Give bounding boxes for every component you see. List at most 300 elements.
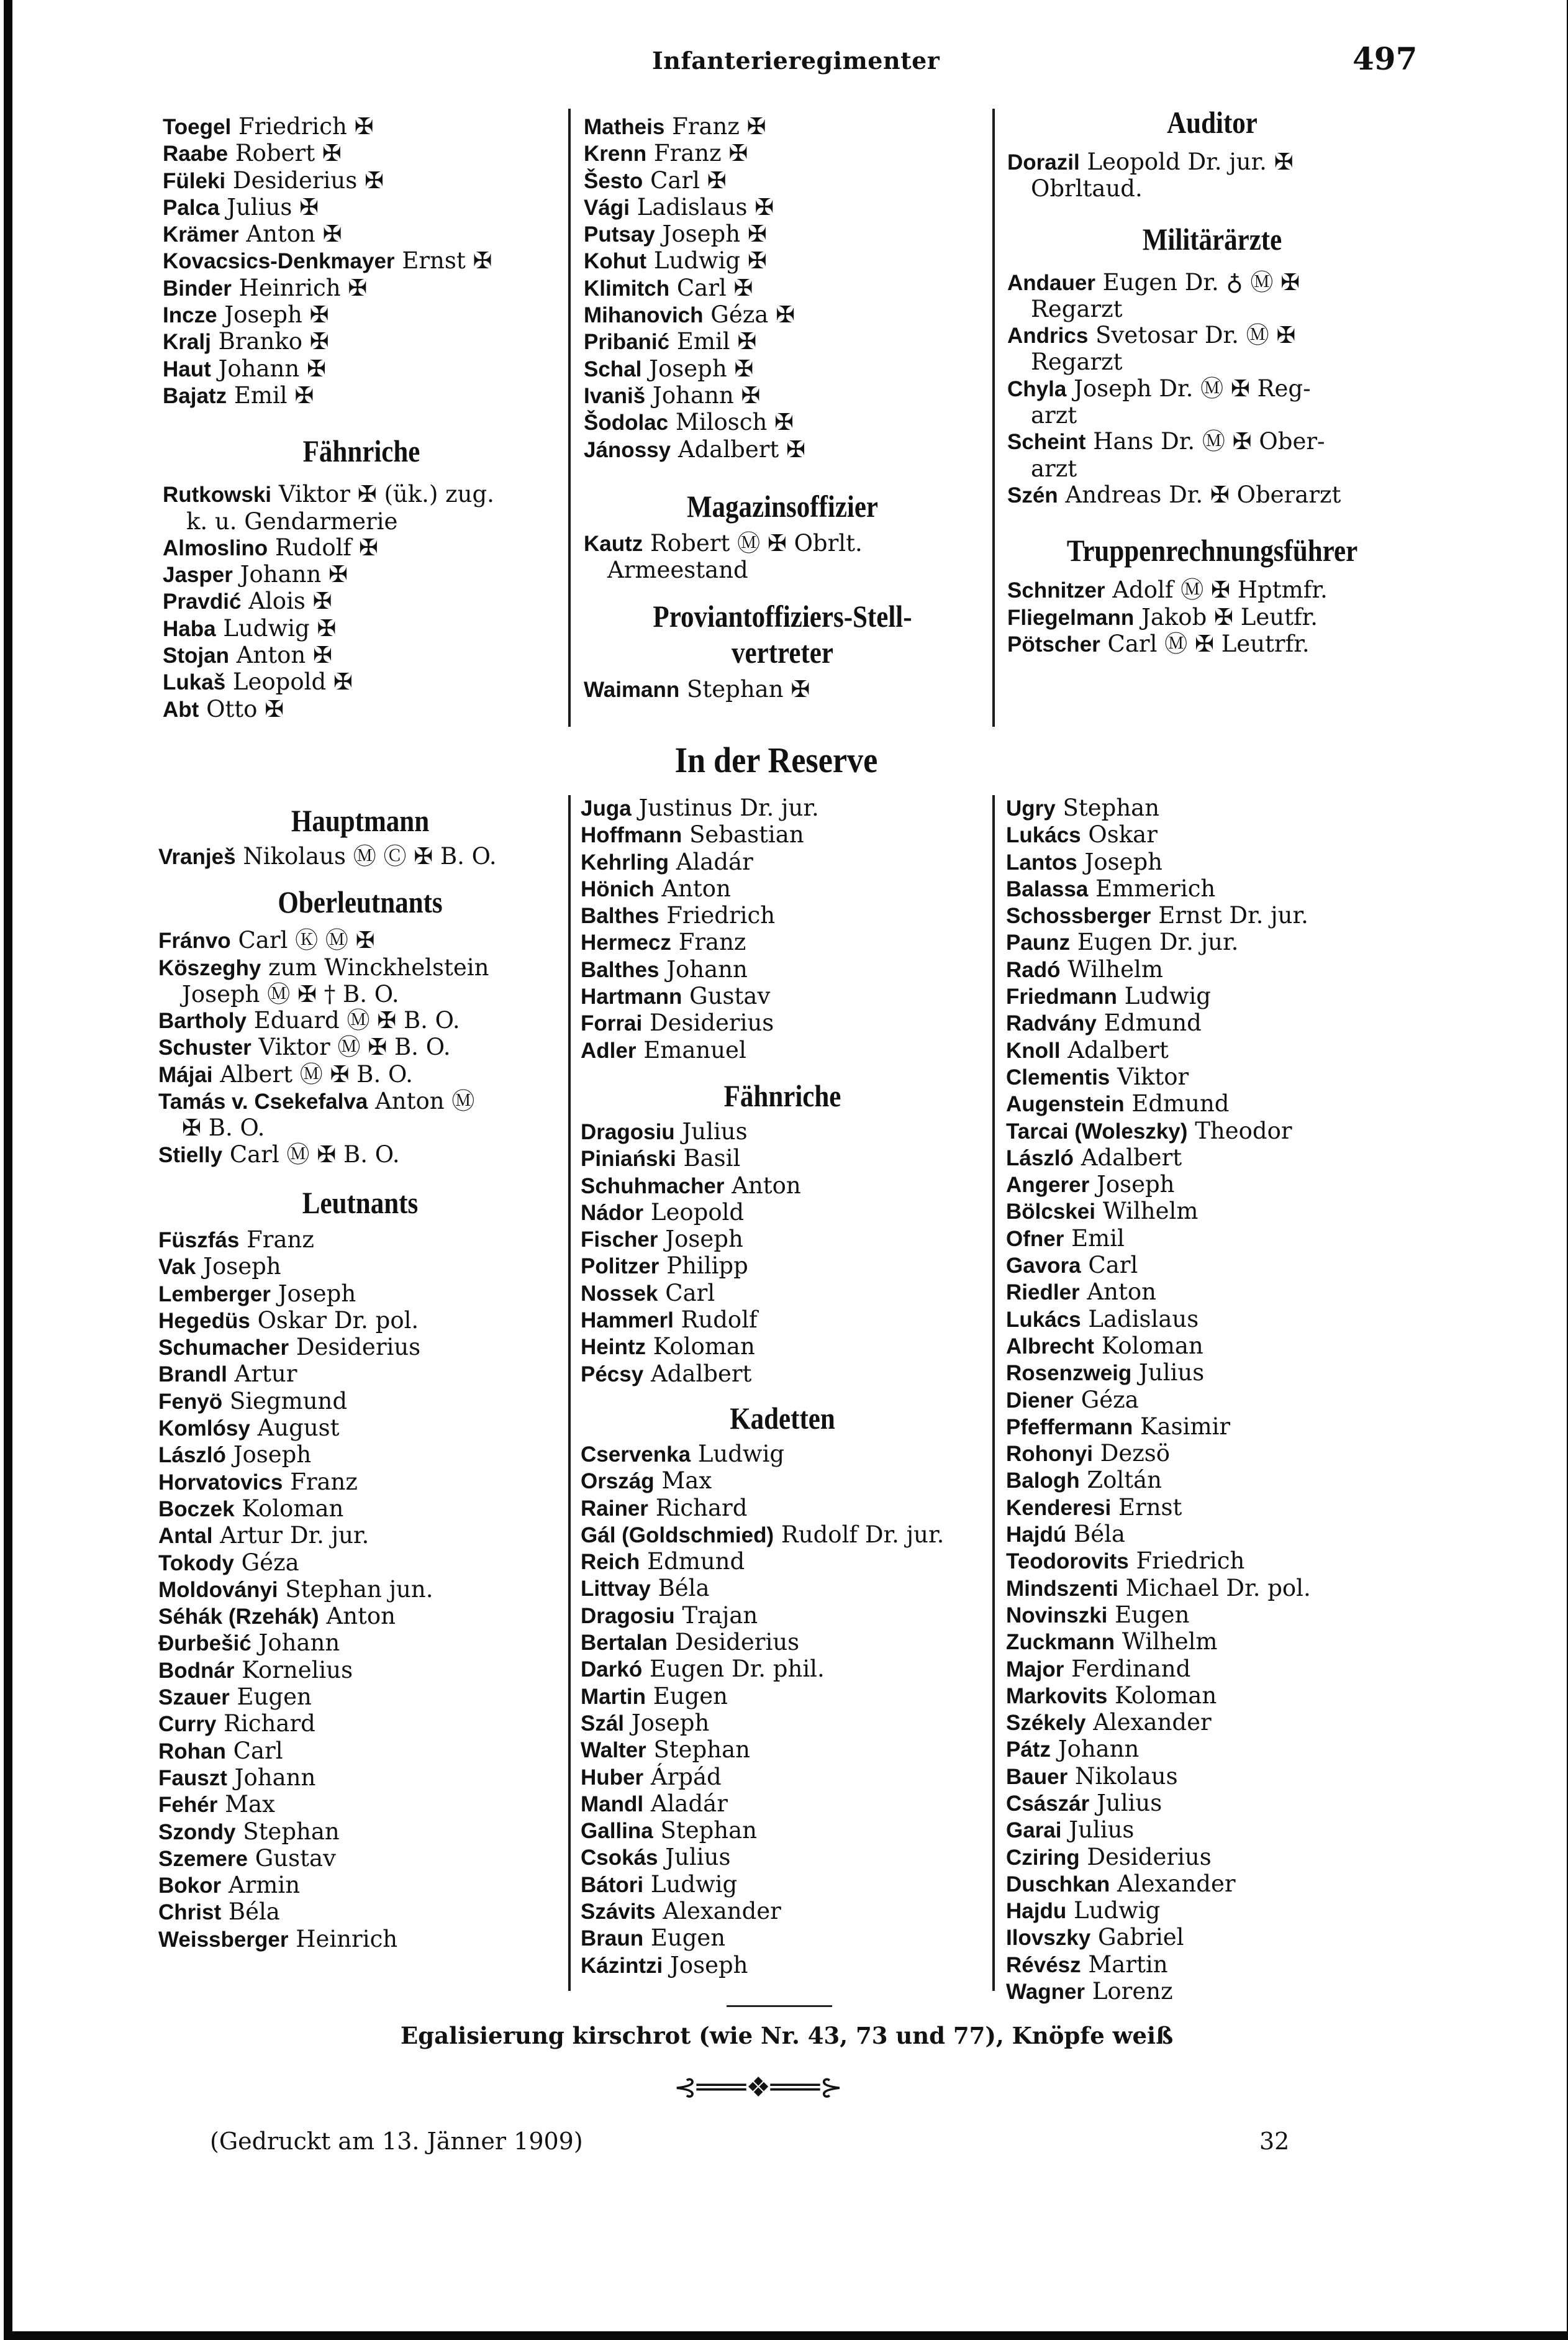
surname: Waimann [584,678,680,703]
roster-entry [158,1899,562,1926]
given-and-honours: Joseph [1084,848,1163,875]
given-and-honours: Wilhelm [1122,1628,1218,1655]
surname: Cziring [1006,1845,1080,1870]
given-and-honours: Hans Dr. Ⓜ ✠ Ober- [1093,428,1325,455]
given-and-honours: Aladár [650,1790,728,1817]
surname: Hönich [581,876,655,901]
roster-entry [581,1791,984,1818]
roster-entry [1006,1602,1403,1629]
surname: Csokás [581,1846,658,1870]
roster-entry [1006,1414,1403,1441]
roster-entry [158,1765,562,1791]
given-and-honours: Franz [678,929,746,956]
surname: Balthes [581,904,659,929]
roster-entry [581,929,984,956]
surname: Raabe [163,142,229,166]
roster-entry [158,1711,562,1737]
roster-entry [1007,270,1417,296]
column-rule-1-bottom [568,795,571,1991]
roster-entry [1006,957,1403,983]
surname: Rohan [158,1739,226,1764]
given-and-honours: Armin [228,1872,301,1899]
given-and-honours: Basil [683,1145,741,1172]
roster-entry [1006,1575,1403,1602]
given-and-honours: Desiderius ✠ [232,166,384,194]
given-and-honours: Regarzt [1031,295,1123,322]
surname: Ofner [1006,1226,1064,1251]
roster-entry [581,1441,984,1468]
roster-entry [1006,849,1403,876]
roster-entry [581,1952,984,1979]
surname: Schnitzer [1007,578,1105,603]
roster-entry [581,1737,984,1764]
given-and-honours: Emil ✠ [676,328,757,355]
given-and-honours: Ladislaus ✠ [637,193,774,221]
surname: Bodnár [158,1658,235,1683]
surname: Toegel [163,115,232,139]
given-and-honours: Johann ✠ [218,355,326,382]
surname: Hartmann [581,985,682,1009]
given-and-honours: Stephan jun. [285,1575,433,1603]
given-and-honours: k. u. Gendarmerie [186,508,398,535]
given-and-honours: Edmund [1131,1090,1230,1118]
given-and-honours: Desiderius [649,1009,774,1037]
roster-entry [163,302,560,329]
surname: Mihanovich [584,303,704,328]
roster-entry [163,669,560,696]
surname: Markovits [1006,1683,1108,1708]
given-and-honours: Ludwig [650,1870,738,1898]
surname: Szál [581,1711,625,1736]
roster-entry [581,1334,984,1360]
given-and-honours: Árpád [650,1763,722,1790]
given-and-honours: Ludwig ✠ [653,247,767,275]
surname: Füleki [163,168,226,193]
given-and-honours: Joseph [665,1226,743,1253]
surname: Juga [581,796,632,821]
surname: Lantos [1006,850,1077,875]
surname: Komlósy [158,1416,250,1441]
surname: Major [1006,1657,1064,1682]
surname: Scheint [1007,430,1086,455]
surname: Hammerl [581,1308,674,1333]
surname: Hermecz [581,931,671,955]
roster-entry [1006,1064,1403,1091]
given-and-honours: Koloman [653,1333,755,1360]
left-bottom-column [158,795,562,1953]
given-and-honours: Joseph [203,1253,281,1280]
roster-entry [1006,1844,1403,1871]
roster-entry [158,1008,562,1034]
given-and-honours: Justinus Dr. jur. [638,794,819,821]
roster-entry [163,562,560,588]
roster-entry [581,1764,984,1791]
roster-entry [581,795,984,822]
surname: Bartholy [158,1009,247,1034]
given-and-honours: Joseph ✠ [649,355,754,382]
given-and-honours: Siegmund [229,1387,348,1414]
roster-entry [1007,322,1417,349]
surname: Bajatz [163,383,227,408]
surname: Császár [1006,1791,1090,1816]
roster-entry [1006,1495,1403,1521]
entry-continuation [584,557,981,583]
surname: Fehér [158,1793,218,1818]
roster-entry [1006,1091,1403,1118]
roster-entry [1006,1360,1403,1386]
given-and-honours: Franz ✠ [672,113,766,140]
given-and-honours: Julius [1097,1789,1162,1816]
surname: Heintz [581,1335,646,1360]
roster-entry [158,1496,562,1523]
given-and-honours: Carl ✠ [676,274,753,301]
roster-entry [1006,1333,1403,1360]
given-and-honours: Carl Ⓚ Ⓜ ✠ [238,927,375,954]
given-and-honours: Edmund [1103,1009,1202,1037]
surname: Politzer [581,1254,659,1279]
given-and-honours: Koloman [1115,1682,1217,1709]
given-and-honours: Friedrich [666,902,776,929]
given-and-honours: Koloman [1101,1332,1203,1359]
surname: Székely [1006,1711,1086,1736]
roster-entry [581,1549,984,1575]
roster-entry [163,194,560,221]
entry-continuation [163,509,560,535]
surname: Vági [584,195,630,220]
surname: Friedmann [1006,985,1117,1009]
roster-entry [1006,1037,1403,1064]
surname: Fenyö [158,1389,223,1414]
given-and-honours: Carl Ⓜ ✠ B. O. [229,1140,400,1168]
surname: Köszeghy [158,955,261,980]
roster-entry [584,168,981,194]
surname: Pribanić [584,330,670,355]
given-and-honours: Alexander [663,1897,781,1924]
surname: Lukács [1006,1307,1081,1332]
roster-entry [1006,1709,1403,1736]
roster-entry [1006,1952,1403,1978]
roster-entry [1006,876,1403,903]
given-and-honours: Michael Dr. pol. [1125,1574,1311,1601]
entry-continuation [1007,176,1417,202]
surname: Hajdu [1006,1899,1067,1924]
given-and-honours: Johann ✠ [240,561,348,588]
roster-entry [163,114,560,140]
sheet-signature: 32 [1259,2128,1290,2155]
roster-entry [158,1657,562,1684]
given-and-honours: Ernst [1118,1493,1182,1521]
surname: Vranješ [158,845,236,869]
roster-entry [581,1253,984,1280]
roster-entry [1006,1226,1403,1252]
surname: Albrecht [1006,1334,1094,1359]
given-and-honours: Nikolaus Ⓜ Ⓒ ✠ B. O. [243,843,497,870]
given-and-honours: Eugen Dr. ♁ Ⓜ ✠ [1102,268,1300,296]
surname: Braun [581,1926,644,1951]
roster-entry [581,1522,984,1549]
running-head: Infanterieregimenter [652,47,940,75]
surname: Adler [581,1038,637,1063]
roster-entry [581,1361,984,1388]
roster-entry [1006,1898,1403,1924]
column-rule-2-bottom [992,795,995,1991]
roster-entry [581,1656,984,1683]
middle-bottom-column [581,795,984,1979]
surname: Walter [581,1738,646,1763]
surname: Szemere [158,1846,248,1871]
roster-entry [1006,1252,1403,1279]
given-and-honours: Carl [665,1279,715,1306]
entry-continuation [1007,456,1417,482]
given-and-honours: Gabriel [1097,1924,1184,1951]
bottom-short-rule [727,2005,832,2007]
roster-entry [158,1523,562,1549]
roster-entry [158,1819,562,1846]
surname: Paunz [1006,931,1071,955]
given-and-honours: Franz ✠ [653,140,748,167]
given-and-honours: Andreas Dr. ✠ Oberarzt [1065,481,1341,508]
roster-entry [1006,1656,1403,1683]
roster-entry [158,1442,562,1468]
surname: Gál (Goldschmied) [581,1523,774,1547]
roster-entry [584,676,981,703]
roster-entry [158,1034,562,1061]
surname: Riedler [1006,1280,1080,1305]
given-and-honours: Eduard Ⓜ ✠ B. O. [253,1007,460,1034]
roster-entry [581,1468,984,1495]
given-and-honours: Joseph [670,1951,748,1978]
surname: Pravdić [163,590,242,614]
roster-entry [158,1415,562,1442]
given-and-honours: Stephan [1063,794,1160,821]
given-and-honours: Anton [326,1603,396,1630]
surname: Rainer [581,1496,648,1521]
roster-entry [581,1844,984,1871]
given-and-honours: Ludwig [697,1440,785,1467]
roster-entry [163,642,560,669]
surname: Bölcskei [1006,1200,1095,1224]
surname: Dragosiu [581,1119,675,1144]
given-and-honours: Richard [224,1710,315,1737]
given-and-honours: Ludwig ✠ [223,614,337,642]
roster-entry [581,1145,984,1172]
roster-entry [158,1846,562,1872]
given-and-honours: Koloman [242,1495,344,1522]
given-and-honours: Johann [258,1629,340,1657]
given-and-honours: Alexander [1093,1709,1212,1736]
roster-entry [584,329,981,355]
section-heading-hauptmann: Hauptmann [291,803,430,838]
surname: Fliegelmann [1007,605,1135,630]
surname: Garai [1006,1818,1062,1843]
surname: Pfeffermann [1006,1414,1133,1439]
given-and-honours: ✠ B. O. [182,1114,265,1142]
roster-entry [1006,1279,1403,1306]
given-and-honours: Rudolf Dr. jur. [781,1521,945,1548]
given-and-honours: Anton ✠ [236,642,333,669]
roster-entry [1007,577,1417,604]
roster-entry [581,1925,984,1952]
roster-entry [1006,1629,1403,1655]
given-and-honours: Robert ✠ [235,140,342,167]
surname: Piniański [581,1147,676,1172]
given-and-honours: Anton ✠ [246,221,342,248]
surname: Szondy [158,1819,236,1844]
surname: Schumacher [158,1336,289,1360]
given-and-honours: Lorenz [1092,1978,1173,2005]
given-and-honours: Adalbert ✠ [678,435,806,463]
surname: Lemberger [158,1282,271,1306]
roster-entry [1006,1521,1403,1548]
roster-entry [581,849,984,876]
surname: Brandl [158,1362,227,1387]
surname: Ország [581,1469,655,1494]
given-and-honours: Max [225,1791,275,1818]
surname: Mandl [581,1791,644,1816]
print-date: (Gedruckt am 13. Jänner 1909) [210,2128,583,2155]
surname: László [1006,1145,1074,1170]
surname: Augenstein [1006,1092,1125,1117]
roster-entry [158,1791,562,1818]
given-and-honours: Dezsö [1100,1440,1171,1467]
given-and-honours: Anton [1087,1278,1156,1306]
roster-entry [1006,1736,1403,1763]
surname: Moldoványi [158,1577,278,1602]
surname: Stielly [158,1142,223,1167]
roster-entry [158,1254,562,1280]
given-and-honours: Armeestand [607,557,748,584]
roster-entry [163,356,560,383]
roster-entry [1006,1172,1403,1198]
surname: Angerer [1006,1173,1090,1198]
roster-entry [158,1388,562,1415]
section-heading-proviant: Proviantoffiziers-Stell- [653,599,912,634]
surname: Andrics [1007,324,1089,348]
entry-continuation [158,1115,562,1141]
surname: Littvay [581,1577,651,1601]
roster-entry [581,1200,984,1226]
given-and-honours: Stephan [653,1736,750,1764]
surname: Balassa [1006,876,1089,901]
roster-entry [163,383,560,409]
given-and-honours: arzt [1031,455,1077,482]
roster-entry [584,275,981,302]
surname: Révész [1006,1952,1081,1977]
section-heading-faehnriche: Fähnriche [302,434,420,469]
footer-ornament: ⊰═══❖═══⊱ [674,2072,843,2103]
roster-entry [584,114,981,140]
given-and-honours: Adalbert [1067,1036,1169,1063]
given-and-honours: Svetosar Dr. Ⓜ ✠ [1095,322,1296,349]
roster-entry [163,588,560,615]
given-and-honours: Ernst ✠ [402,247,492,275]
roster-entry [1007,429,1417,455]
given-and-honours: Carl [233,1737,283,1764]
roster-entry [158,1062,562,1088]
surname: Reich [581,1550,640,1575]
page-number: 497 [1353,40,1418,77]
entry-continuation [1007,349,1417,375]
given-and-honours: Leopold ✠ [232,668,353,696]
given-and-honours: Jakob ✠ Leutfr. [1141,603,1318,631]
roster-entry [158,927,562,954]
surname: Horvatovics [158,1470,283,1495]
roster-entry [1006,1924,1403,1951]
given-and-honours: Julius [1139,1359,1205,1386]
given-and-honours: Max [661,1467,712,1495]
surname: Bokor [158,1873,222,1898]
surname: Ivaniš [584,383,646,408]
roster-entry [158,1738,562,1765]
given-and-honours: Gustav [689,983,771,1010]
roster-entry [584,248,981,275]
given-and-honours: Obrltaud. [1031,175,1143,203]
surname: Pécsy [581,1362,644,1386]
section-heading-auditor: Auditor [1167,105,1258,140]
roster-entry [1006,929,1403,956]
roster-entry [581,1818,984,1844]
surname: Füszfás [158,1227,240,1252]
given-and-honours: Albert Ⓜ ✠ B. O. [220,1060,413,1088]
roster-entry [163,168,560,194]
surname: Lukaš [163,670,226,695]
entry-continuation [1007,296,1417,322]
roster-entry [581,1683,984,1710]
surname: Krenn [584,142,647,166]
surname: Dragosiu [581,1603,675,1628]
given-and-honours: Eugen [1115,1601,1190,1628]
right-top-column [1007,104,1417,658]
roster-entry [158,1684,562,1711]
given-and-honours: Nikolaus [1074,1762,1178,1790]
roster-entry [158,1926,562,1953]
given-and-honours: Emmerich [1095,875,1216,902]
given-and-honours: Eugen [650,1924,726,1952]
section-heading-truppenrechnungsfuehrer: Truppenrechnungsführer [1066,533,1358,568]
surname: Jasper [163,563,233,588]
roster-entry [581,1710,984,1737]
roster-entry [1006,1441,1403,1467]
given-and-honours: Friedrich [1136,1547,1245,1575]
roster-entry [1006,795,1403,822]
given-and-honours: Wilhelm [1067,955,1163,983]
surname: Novinszki [1006,1603,1108,1628]
roster-entry [584,530,981,557]
given-and-honours: Adolf Ⓜ ✠ Hptmfr. [1112,576,1328,604]
given-and-honours: Ernst Dr. jur. [1158,902,1308,929]
roster-entry [158,1308,562,1334]
roster-entry [584,194,981,221]
roster-entry [163,248,560,275]
surname: Curry [158,1712,217,1737]
roster-entry [1006,1978,1403,2005]
roster-entry [1007,149,1417,176]
given-and-honours: Joseph ✠ [662,221,767,248]
surname: Martin [581,1684,646,1709]
roster-entry [163,535,560,562]
surname: Kovacsics-Denkmayer [163,249,395,274]
roster-entry [163,696,560,723]
surname: Chyla [1007,376,1067,401]
surname: Huber [581,1765,644,1790]
given-and-honours: Regarzt [1031,348,1123,376]
given-and-honours: Alois ✠ [248,588,332,615]
surname: Kralj [163,330,211,355]
surname: Weissberger [158,1927,289,1952]
section-heading-proviant-cont: vertreter [732,635,833,670]
surname: Schossberger [1006,904,1151,929]
surname: Palca [163,195,220,220]
